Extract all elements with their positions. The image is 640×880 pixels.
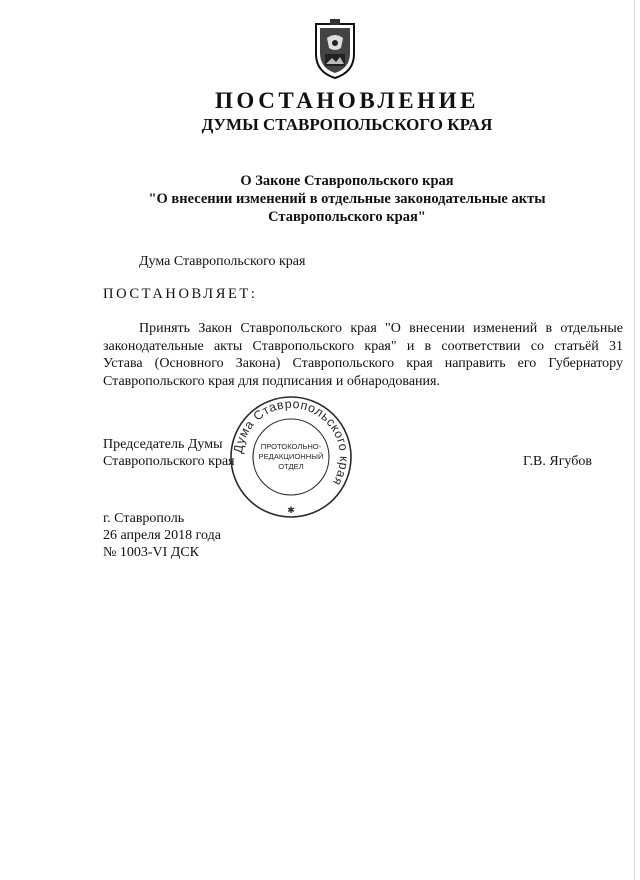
stamp-center-line-2: РЕДАКЦИОННЫЙ <box>258 452 324 461</box>
stamp-ring-text: Дума Ставропольского края <box>231 396 352 489</box>
document-number: № 1003-VI ДСК <box>103 545 200 560</box>
stamp-center-line-1: ПРОТОКОЛЬНО- <box>260 442 322 451</box>
document-title: ПОСТАНОВЛЕНИЕ <box>214 88 480 113</box>
signatory-position-line-2: Ставропольского края <box>103 454 235 469</box>
organization-name: Дума Ставропольского края <box>139 254 306 269</box>
stamp-center-line-3: ОТДЕЛ <box>278 462 304 471</box>
subject-line-3: Ставропольского края" <box>268 209 426 225</box>
stamp-star-icon: ✱ <box>287 505 295 515</box>
decree-word: ПОСТАНОВЛЯЕТ: <box>103 286 258 302</box>
signatory-name: Г.В. Ягубов <box>523 454 592 469</box>
paragraph-line: законодательные акты Ставропольского края" и в соответствии со статьёй 31 <box>103 338 623 354</box>
document-date: 26 апреля 2018 года <box>103 528 221 543</box>
paragraph-line: Устава (Основного Закона) Ставропольского края направить его Губернатору <box>103 356 623 371</box>
scan-edge-line <box>634 0 635 880</box>
paragraph-line: Принять Закон Ставропольского края "О внесении изменений в отдельные <box>139 321 623 336</box>
subject-line-2: "О внесении изменений в отдельные законодательные акты <box>148 191 546 207</box>
city: г. Ставрополь <box>103 511 185 526</box>
coat-of-arms-icon <box>310 18 360 80</box>
body-paragraph <box>103 320 623 390</box>
official-stamp <box>224 395 359 520</box>
subject-line-1: О Законе Ставропольского края <box>240 173 454 189</box>
signatory-position-line-1: Председатель Думы <box>103 437 223 452</box>
document-subtitle: ДУМЫ СТАВРОПОЛЬСКОГО КРАЯ <box>201 115 493 134</box>
paragraph-line: Ставропольского края для подписания и обнародования. <box>103 373 440 389</box>
